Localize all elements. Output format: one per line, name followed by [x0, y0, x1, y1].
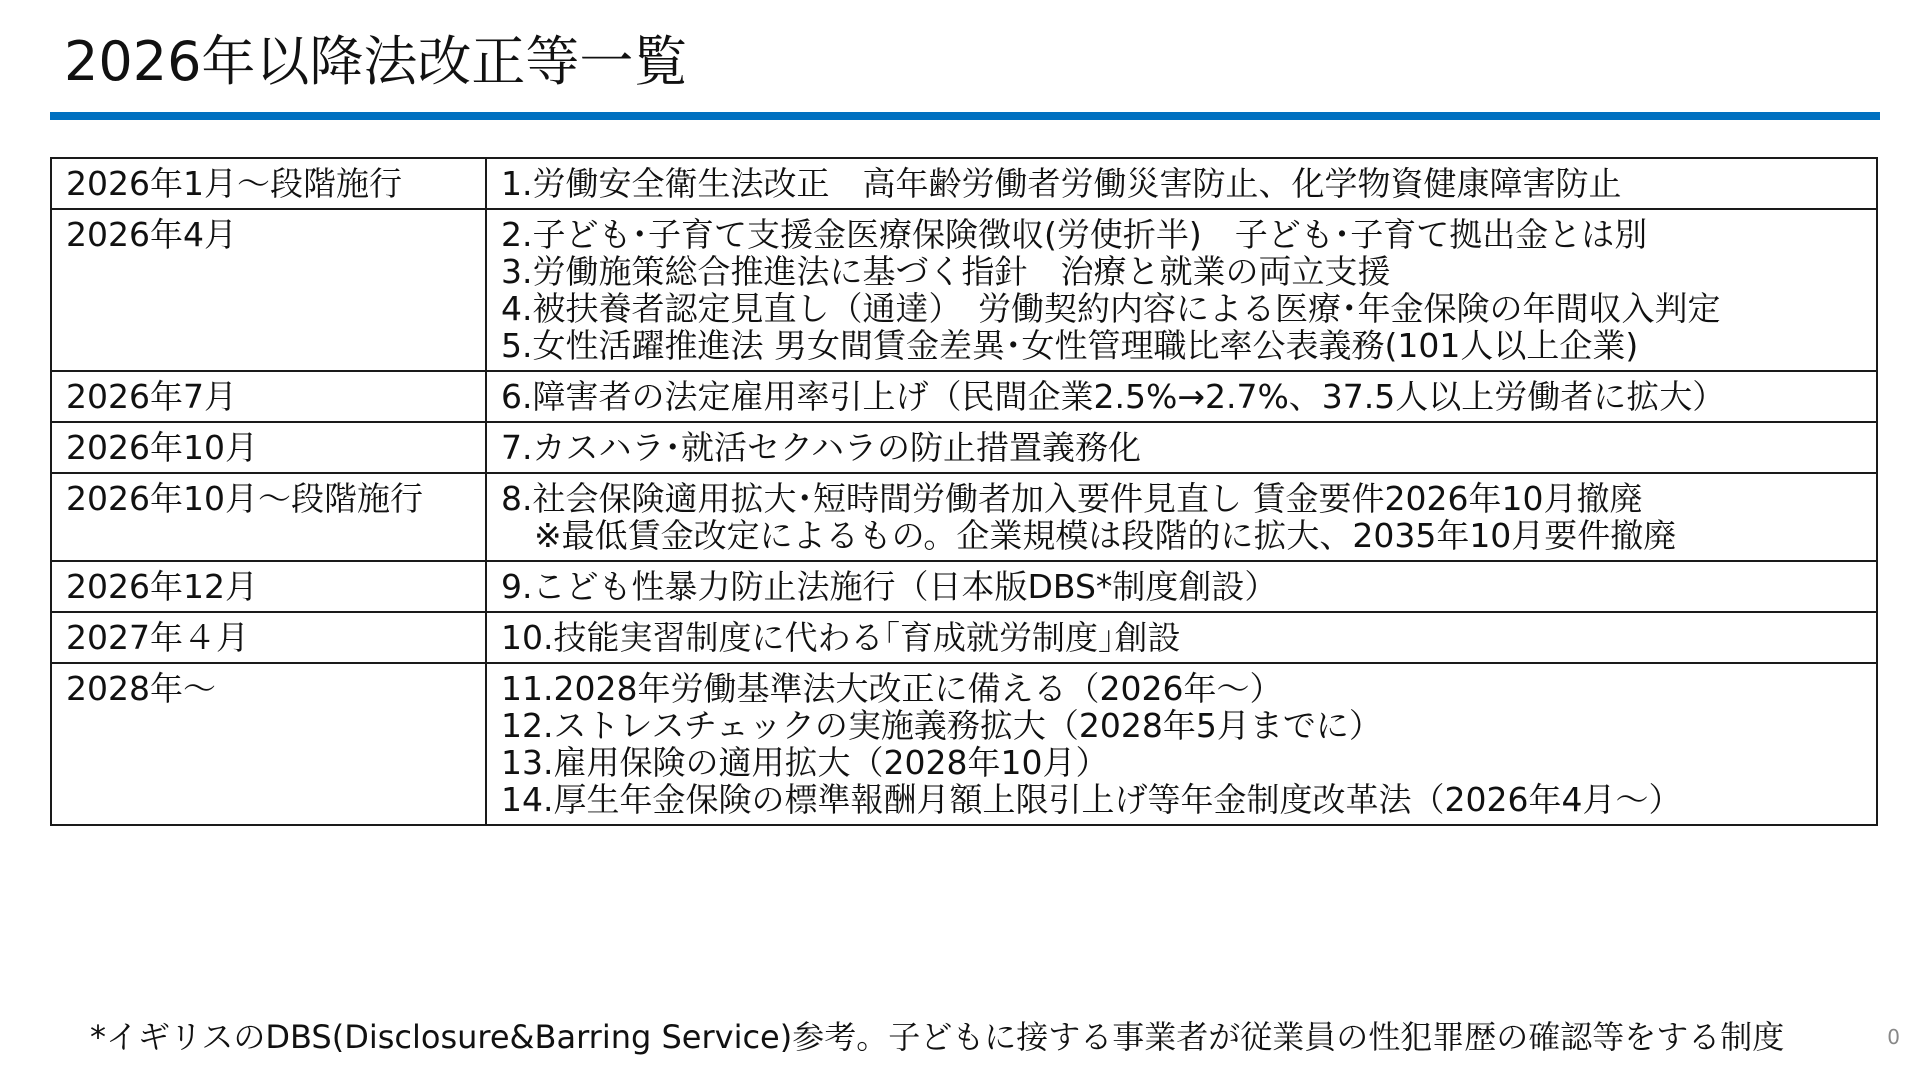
- row-date: 2027年４月: [51, 612, 486, 663]
- table-row: [51, 612, 1877, 663]
- row-date: 2026年1月～段階施行: [51, 158, 486, 209]
- law-revision-table: [50, 157, 1878, 826]
- row-items: [486, 561, 1877, 612]
- row-date: 2026年7月: [51, 371, 486, 422]
- table-row: [51, 663, 1877, 825]
- list-item: 1.労働安全衛生法改正 高年齢労働者労働災害防止、化学物資健康障害防止: [501, 164, 1622, 203]
- row-items: [486, 158, 1877, 209]
- row-items: [486, 371, 1877, 422]
- row-items: [486, 663, 1877, 825]
- list-item: 6.障害者の法定雇用率引上げ（民間企業2.5%→2.7%、37.5人以上労働者に拡大）: [501, 377, 1726, 416]
- row-date: 2028年～: [51, 663, 486, 825]
- list-item: 2.子ども･子育て支援金医療保険徴収(労使折半) 子ども･子育て拠出金とは別: [501, 215, 1648, 254]
- table-row: [51, 473, 1877, 561]
- table-row: [51, 371, 1877, 422]
- row-date: 2026年12月: [51, 561, 486, 612]
- list-item: 5.女性活躍推進法 男女間賃金差異･女性管理職比率公表義務(101人以上企業): [501, 326, 1639, 365]
- list-item: 13.雇用保険の適用拡大（2028年10月）: [501, 743, 1109, 782]
- row-items: [486, 209, 1877, 371]
- page-title: 2026年以降法改正等一覧: [64, 30, 688, 93]
- list-item: 7.カスハラ･就活セクハラの防止措置義務化: [501, 428, 1142, 467]
- table-row: [51, 209, 1877, 371]
- list-item: 9.こども性暴力防止法施行（日本版DBS*制度創設）: [501, 567, 1278, 606]
- row-items: [486, 612, 1877, 663]
- list-item: ※最低賃金改定によるもの。企業規模は段階的に拡大、2035年10月要件撤廃: [501, 516, 1677, 555]
- list-item: 10.技能実習制度に代わる｢育成就労制度｣創設: [501, 618, 1181, 657]
- footnote: *イギリスのDBS(Disclosure&Barring Service)参考。子どもに接する事業者が従業員の性犯罪歴の確認等をする制度: [90, 1018, 1785, 1056]
- title-underline: [50, 112, 1880, 120]
- list-item: 3.労働施策総合推進法に基づく指針 治療と就業の両立支援: [501, 252, 1391, 291]
- row-items: [486, 473, 1877, 561]
- row-date: 2026年10月～段階施行: [51, 473, 486, 561]
- list-item: 11.2028年労働基準法大改正に備える（2026年～）: [501, 669, 1283, 708]
- row-date: 2026年10月: [51, 422, 486, 473]
- table-row: [51, 422, 1877, 473]
- list-item: 4.被扶養者認定見直し（通達） 労働契約内容による医療･年金保険の年間収入判定: [501, 289, 1721, 328]
- list-item: 14.厚生年金保険の標準報酬月額上限引上げ等年金制度改革法（2026年4月～）: [501, 780, 1682, 819]
- row-date: 2026年4月: [51, 209, 486, 371]
- table-row: [51, 561, 1877, 612]
- row-items: [486, 422, 1877, 473]
- list-item: 8.社会保険適用拡大･短時間労働者加入要件見直し 賃金要件2026年10月撤廃: [501, 479, 1643, 518]
- list-item: 12.ストレスチェックの実施義務拡大（2028年5月までに）: [501, 706, 1382, 745]
- page-number: 0: [1887, 1025, 1900, 1049]
- table-row: [51, 158, 1877, 209]
